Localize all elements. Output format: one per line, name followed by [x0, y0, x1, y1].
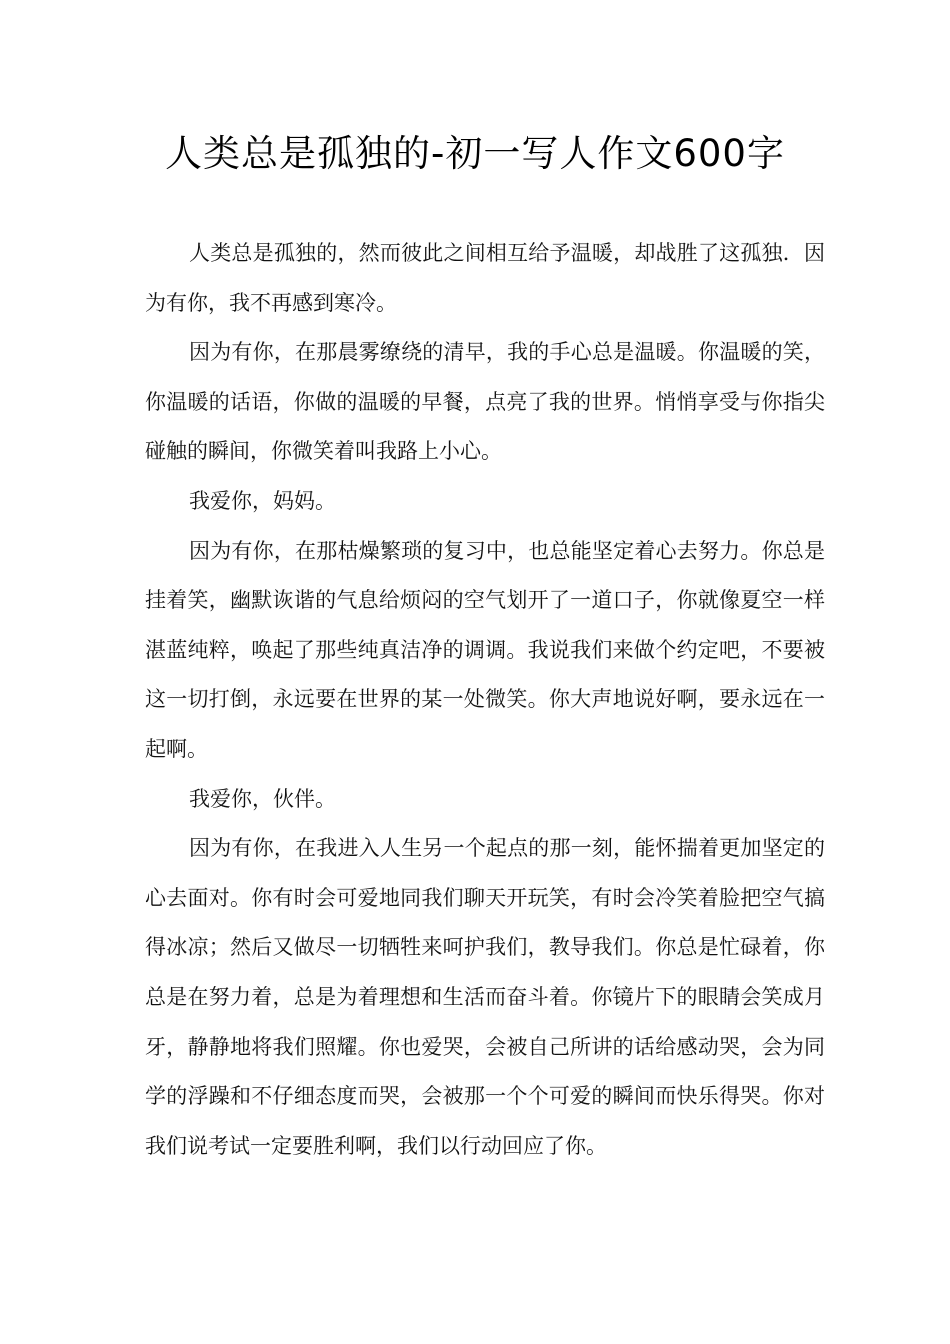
document-title: 人类总是孤独的-初一写人作文600字: [165, 132, 785, 175]
paragraph-2: 因为有你，在那晨雾缭绕的清早，我的手心总是温暖。你温暖的笑，你温暖的话语，你做的温暖的早餐，点亮了我的世界。悄悄享受与你指尖碰触的瞬间，你微笑着叫我路上小心。: [145, 340, 825, 464]
document-body: [145, 229, 825, 1171]
paragraph-6: 因为有你，在我进入人生另一个起点的那一刻，能怀揣着更加坚定的心去面对。你有时会可爱地同我们聊天开玩笑，有时会冷笑着脸把空气搞得冰凉；然后又做尽一切牺牲来呵护我们，教导我们。你总是忙碌着，你总是在努力着，总是为着理想和生活而奋斗着。你镜片下的眼睛会笑成月牙，静静地将我们照耀。你也爱哭，会被自己所讲的话给感动哭，会为同学的浮躁和不仔细态度而哭，会被那一个个可爱的瞬间而快乐得哭。你对我们说考试一定要胜利啊，我们以行动回应了你。: [145, 836, 825, 1158]
paragraph-1: 人类总是孤独的，然而彼此之间相互给予温暖，却战胜了这孤独．因为有你，我不再感到寒冷。: [145, 241, 825, 315]
paragraph-4: 因为有你，在那枯燥繁琐的复习中，也总能坚定着心去努力。你总是挂着笑，幽默诙谐的气息给烦闷的空气划开了一道口子，你就像夏空一样湛蓝纯粹，唤起了那些纯真洁净的调调。我说我们来做个约定吧，不要被这一切打倒，永远要在世界的某一处微笑。你大声地说好啊，要永远在一起啊。: [145, 538, 825, 761]
paragraph-5: 我爱你，伙伴。: [189, 786, 336, 811]
paragraph-3: 我爱你，妈妈。: [189, 488, 336, 513]
